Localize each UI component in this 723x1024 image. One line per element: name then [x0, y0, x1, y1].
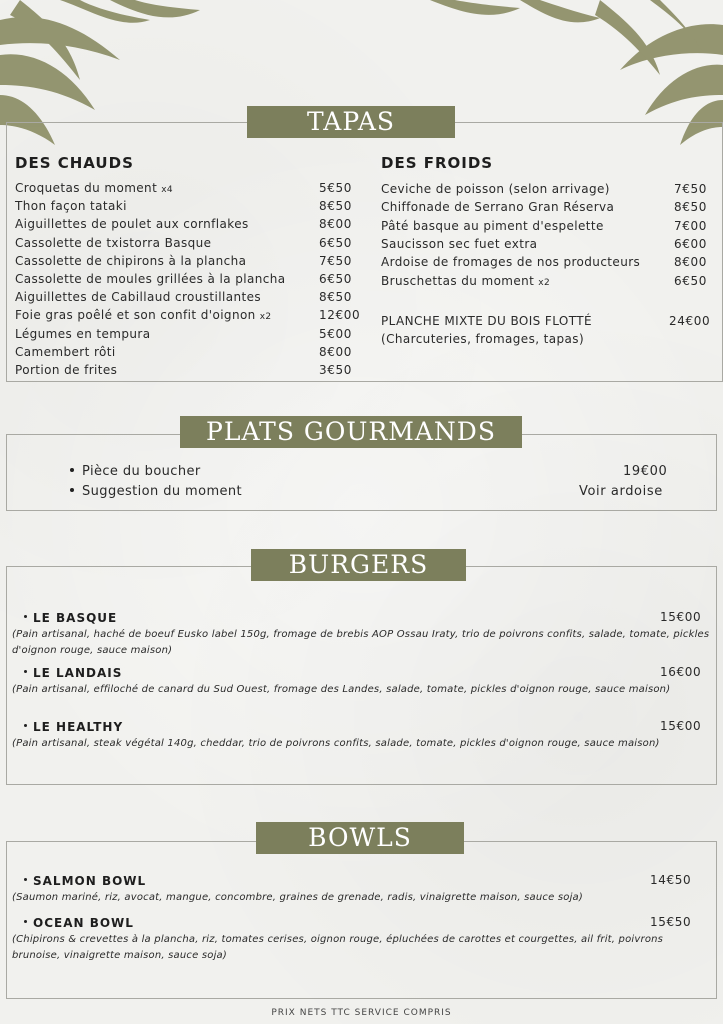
- bowls-banner: BOWLS: [256, 822, 464, 854]
- chauds-title: DES CHAUDS: [15, 154, 134, 172]
- planche-price: 24€00: [669, 314, 711, 328]
- menu-item-price: 3€50: [319, 363, 352, 377]
- menu-item: [15, 343, 116, 361]
- menu-item: [15, 325, 151, 343]
- menu-item-price: 8€00: [674, 255, 707, 270]
- dish-name-text: OCEAN BOWL: [33, 916, 134, 930]
- menu-item-name: Pâté basque au piment d'espelette: [381, 218, 604, 233]
- menu-item: [15, 361, 117, 379]
- tapas-banner: TAPAS: [247, 106, 455, 138]
- menu-item: [15, 306, 272, 324]
- dish-name: [24, 720, 123, 734]
- menu-item-qty: x4: [161, 185, 174, 195]
- menu-item-price: 6€50: [319, 272, 352, 286]
- menu-item-name: Aiguillettes de poulet aux cornflakes: [15, 217, 249, 232]
- dish-price: 15€00: [660, 610, 702, 624]
- menu-item-name: Foie gras poêlé et son confit d'oignon: [15, 308, 256, 323]
- plat-item-price: Voir ardoise: [579, 484, 663, 499]
- menu-item-name: Légumes en tempura: [15, 326, 151, 341]
- bullet-icon: [24, 615, 27, 618]
- bullet-icon: [70, 468, 74, 472]
- dish-name-text: SALMON BOWL: [33, 874, 147, 888]
- dish-description: (Pain artisanal, haché de boeuf Eusko label 150g, fromage de brebis AOP Ossau Iraty, trio de poivrons confits, salade, tomate, pickles d'oignon rouge, sauce maison): [12, 629, 710, 656]
- footer-note: PRIX NETS TTC SERVICE COMPRIS: [271, 1008, 452, 1018]
- bullet-icon: [24, 920, 27, 923]
- dish-name-text: LE LANDAIS: [33, 666, 123, 680]
- menu-item-name: Bruschettas du moment: [381, 273, 535, 288]
- menu-item: [381, 198, 614, 216]
- menu-item: [15, 270, 285, 288]
- menu-item-name: Croquetas du moment: [15, 181, 158, 195]
- menu-item-name: Cassolette de chipirons à la plancha: [15, 253, 247, 268]
- menu-item: [15, 215, 249, 233]
- menu-item-price: 6€50: [319, 235, 352, 250]
- menu-item-price: 12€00: [319, 308, 361, 323]
- menu-item-name: Portion de frites: [15, 363, 118, 377]
- menu-item: [381, 272, 550, 290]
- menu-item-name: Camembert rôti: [15, 344, 116, 359]
- menu-item-price: 5€00: [319, 326, 352, 341]
- dish-name-text: LE HEALTHY: [33, 720, 124, 734]
- plat-item: [70, 483, 242, 501]
- dish-description: (Chipirons & crevettes à la plancha, riz, tomates cerises, oignon rouge, épluchées de carottes et courgettes, ail frit, poivrons brunoise, vinaigrette maison, sauce soja): [12, 934, 664, 961]
- menu-item: [15, 234, 211, 252]
- dish-name: [24, 666, 122, 680]
- planche-name: PLANCHE MIXTE DU BOIS FLOTTÉ: [381, 314, 592, 328]
- burgers-banner: BURGERS: [251, 549, 466, 581]
- dish-price: 16€00: [660, 665, 702, 679]
- menu-item-price: 7€50: [319, 253, 352, 268]
- menu-item-price: 5€50: [319, 181, 352, 195]
- dish-price: 15€00: [660, 719, 702, 733]
- dish-name: [24, 916, 134, 930]
- plat-item-name: Pièce du boucher: [82, 464, 201, 479]
- menu-item-qty: x2: [259, 312, 272, 323]
- bullet-icon: [24, 724, 27, 727]
- plat-item: [70, 463, 201, 481]
- menu-item-price: 7€50: [674, 182, 707, 196]
- menu-item-name: Ceviche de poisson (selon arrivage): [381, 182, 610, 196]
- menu-item-name: Ardoise de fromages de nos producteurs: [381, 255, 641, 270]
- menu-item-qty: x2: [538, 277, 551, 288]
- dish-name: [24, 874, 146, 888]
- menu-item-name: Thon façon tataki: [15, 199, 127, 214]
- bullet-icon: [24, 670, 27, 673]
- dish-description: (Pain artisanal, effiloché de canard du Sud Ouest, fromage des Landes, salade, tomate, pickles d'oignon rouge, sauce maison): [12, 684, 671, 695]
- menu-item: [381, 180, 610, 198]
- menu-item: [15, 288, 261, 306]
- bullet-icon: [24, 878, 27, 881]
- bullet-icon: [70, 488, 74, 492]
- menu-item: [15, 252, 246, 270]
- plat-item-name: Suggestion du moment: [82, 484, 243, 499]
- dish-description: (Pain artisanal, steak végétal 140g, cheddar, trio de poivrons confits, salade, tomate, pickles d'oignon rouge, sauce maison): [12, 738, 660, 749]
- menu-item: [15, 179, 173, 197]
- dish-name: [24, 611, 117, 625]
- menu-item-price: 6€00: [674, 236, 707, 251]
- dish-price: 15€50: [650, 915, 692, 929]
- menu-item: [381, 253, 640, 271]
- menu-item-name: Cassolette de moules grillées à la plancha: [15, 272, 286, 286]
- plat-item-price: 19€00: [623, 464, 668, 479]
- menu-item-name: Aiguillettes de Cabillaud croustillantes: [15, 290, 262, 305]
- dish-price: 14€50: [650, 873, 692, 887]
- menu-item-price: 8€50: [674, 200, 707, 215]
- menu-item-name: Cassolette de txistorra Basque: [15, 235, 212, 250]
- menu-item-price: 8€00: [319, 217, 352, 232]
- plats-banner: PLATS GOURMANDS: [180, 416, 522, 448]
- menu-item-price: 6€50: [674, 273, 707, 288]
- planche-desc: (Charcuteries, fromages, tapas): [381, 332, 585, 346]
- menu-item-price: 8€50: [319, 199, 352, 214]
- menu-item-price: 8€50: [319, 290, 352, 305]
- dish-description: (Saumon mariné, riz, avocat, mangue, concombre, graines de grenade, radis, vinaigrette maison, sauce soja): [12, 892, 583, 903]
- menu-item: [381, 217, 604, 235]
- froids-title: DES FROIDS: [381, 154, 494, 172]
- menu-item: [15, 197, 127, 215]
- menu-item: [381, 235, 537, 253]
- menu-item-name: Chiffonade de Serrano Gran Réserva: [381, 200, 615, 215]
- menu-item-price: 7€00: [674, 218, 707, 233]
- menu-item-price: 8€00: [319, 344, 352, 359]
- dish-name-text: LE BASQUE: [33, 611, 118, 625]
- menu-item-name: Saucisson sec fuet extra: [381, 236, 538, 251]
